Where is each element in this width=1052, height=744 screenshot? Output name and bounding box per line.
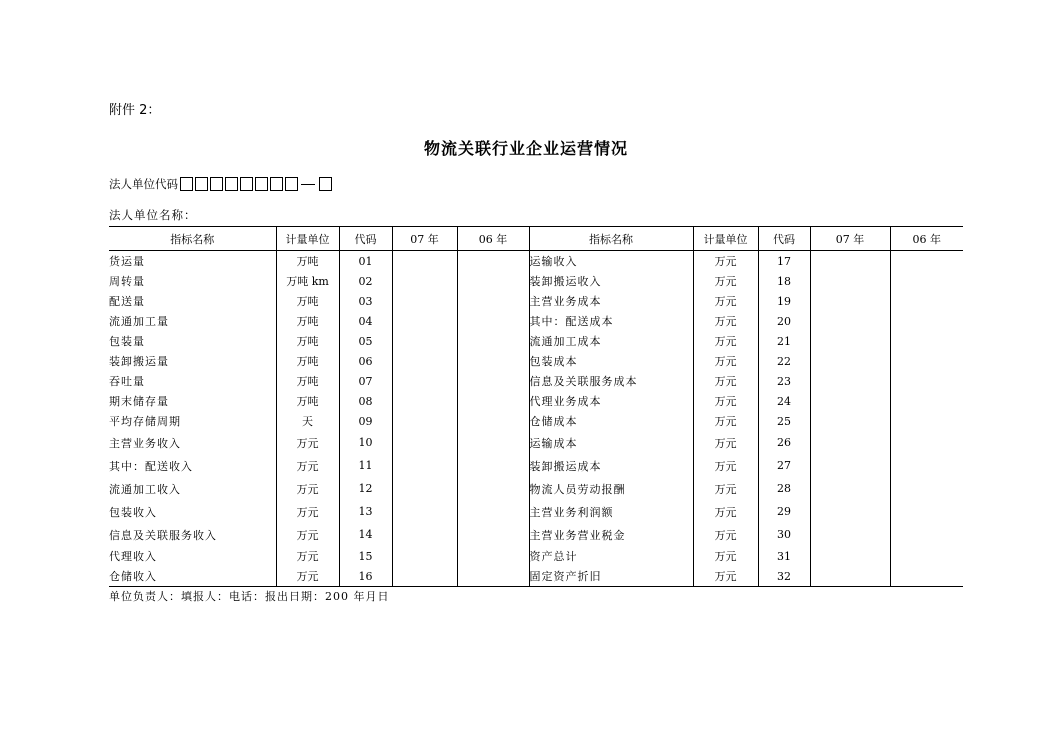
code-cell: 16 xyxy=(339,566,392,587)
indicator-name-cell: 配送量 xyxy=(109,295,145,308)
unit-cell: 万元 xyxy=(276,546,339,566)
col-header: 代码 xyxy=(758,227,810,251)
table-row xyxy=(109,566,963,587)
value-2007-cell[interactable] xyxy=(392,523,457,546)
indicator-name-cell: 流通加工量 xyxy=(109,315,169,328)
table-row xyxy=(109,371,963,391)
unit-cell: 万元 xyxy=(693,477,758,500)
col-header: 计量单位 xyxy=(693,227,758,251)
code-cell: 24 xyxy=(758,391,810,411)
value-2007-cell[interactable] xyxy=(392,454,457,477)
footer-signature-line: 单位负责人：填报人：电话：报出日期：200 年月日 xyxy=(109,590,390,603)
indicator-name-cell: 代理收入 xyxy=(109,550,157,563)
value-2007-cell[interactable] xyxy=(392,546,457,566)
unit-cell: 万元 xyxy=(276,523,339,546)
value-2007-cell[interactable] xyxy=(810,331,890,351)
indicator-name-cell: 主营业务营业税金 xyxy=(529,523,693,546)
unit-cell: 万元 xyxy=(276,431,339,454)
unit-cell: 万元 xyxy=(693,546,758,566)
code-cell: 28 xyxy=(758,477,810,500)
indicator-name-cell: 包装量 xyxy=(109,335,145,348)
code-cell: 06 xyxy=(339,351,392,371)
value-2007-cell[interactable] xyxy=(392,391,457,411)
value-2007-cell[interactable] xyxy=(392,311,457,331)
value-2006-cell[interactable] xyxy=(457,251,529,272)
unit-cell: 万元 xyxy=(693,431,758,454)
code-cell: 23 xyxy=(758,371,810,391)
indicator-name-cell: 固定资产折旧 xyxy=(529,566,693,587)
value-2006-cell[interactable] xyxy=(890,351,963,371)
indicator-name-cell: 物流人员劳动报酬 xyxy=(529,477,693,500)
value-2006-cell[interactable] xyxy=(890,391,963,411)
col-header: 07 年 xyxy=(392,227,457,251)
code-cell: 26 xyxy=(758,431,810,454)
value-2007-cell[interactable] xyxy=(392,251,457,272)
value-2007-cell[interactable] xyxy=(810,391,890,411)
code-cell: 20 xyxy=(758,311,810,331)
indicator-name-cell: 运输成本 xyxy=(529,431,693,454)
unit-cell: 万吨 xyxy=(276,291,339,311)
code-cell: 10 xyxy=(339,431,392,454)
unit-cell: 万吨 xyxy=(276,371,339,391)
code-cell: 31 xyxy=(758,546,810,566)
unit-cell: 万元 xyxy=(276,454,339,477)
indicator-table xyxy=(109,226,963,587)
indicator-name-cell: 代理业务成本 xyxy=(529,391,693,411)
value-2006-cell[interactable] xyxy=(890,311,963,331)
code-cell: 21 xyxy=(758,331,810,351)
code-check-box xyxy=(319,177,332,191)
value-2007-cell[interactable] xyxy=(810,311,890,331)
table-row xyxy=(109,271,963,291)
unit-cell: 万元 xyxy=(693,391,758,411)
value-2007-cell[interactable] xyxy=(810,546,890,566)
unit-cell: 万元 xyxy=(276,566,339,587)
value-2006-cell[interactable] xyxy=(457,291,529,311)
value-2007-cell[interactable] xyxy=(810,523,890,546)
table-row xyxy=(109,546,963,566)
indicator-name-cell: 包装收入 xyxy=(109,505,157,519)
code-cell: 15 xyxy=(339,546,392,566)
value-2006-cell[interactable] xyxy=(457,431,529,454)
value-2006-cell[interactable] xyxy=(457,477,529,500)
indicator-name-cell: 运输收入 xyxy=(529,251,693,272)
code-box xyxy=(285,177,298,191)
table-row xyxy=(109,251,963,272)
code-cell: 08 xyxy=(339,391,392,411)
unit-cell: 万元 xyxy=(693,271,758,291)
unit-cell: 万元 xyxy=(693,523,758,546)
value-2007-cell[interactable] xyxy=(810,454,890,477)
value-2006-cell[interactable] xyxy=(457,500,529,523)
unit-cell: 万吨 xyxy=(276,391,339,411)
code-cell: 29 xyxy=(758,500,810,523)
table-row xyxy=(109,331,963,351)
unit-cell: 万元 xyxy=(693,351,758,371)
code-cell: 22 xyxy=(758,351,810,371)
unit-cell: 万元 xyxy=(693,251,758,272)
value-2006-cell[interactable] xyxy=(890,271,963,291)
code-cell: 25 xyxy=(758,411,810,431)
value-2006-cell[interactable] xyxy=(457,271,529,291)
unit-cell: 万吨 xyxy=(276,311,339,331)
unit-cell: 万吨 xyxy=(276,331,339,351)
unit-cell: 万吨 km xyxy=(276,271,339,291)
col-header: 06 年 xyxy=(890,227,963,251)
table-row xyxy=(109,431,963,454)
unit-cell: 万元 xyxy=(693,371,758,391)
page-title: 物流关联行业企业运营情况 xyxy=(423,139,628,158)
col-header: 计量单位 xyxy=(276,227,339,251)
indicator-name-cell: 仓储收入 xyxy=(109,570,157,583)
indicator-name-cell: 资产总计 xyxy=(529,546,693,566)
value-2007-cell[interactable] xyxy=(810,431,890,454)
table-row xyxy=(109,454,963,477)
unit-cell: 万元 xyxy=(276,500,339,523)
indicator-name-cell: 周转量 xyxy=(109,275,145,288)
value-2007-cell[interactable] xyxy=(810,371,890,391)
code-box xyxy=(255,177,268,191)
code-cell: 01 xyxy=(339,251,392,272)
indicator-name-cell: 装卸搬运成本 xyxy=(529,454,693,477)
value-2007-cell[interactable] xyxy=(392,477,457,500)
value-2006-cell[interactable] xyxy=(890,291,963,311)
value-2006-cell[interactable] xyxy=(890,477,963,500)
value-2006-cell[interactable] xyxy=(890,546,963,566)
indicator-name-cell: 吞吐量 xyxy=(109,375,145,388)
value-2006-cell[interactable] xyxy=(890,523,963,546)
indicator-name-cell: 期末储存量 xyxy=(109,395,169,408)
value-2007-cell[interactable] xyxy=(810,477,890,500)
value-2007-cell[interactable] xyxy=(392,351,457,371)
value-2007-cell[interactable] xyxy=(810,566,890,587)
col-header: 指标名称 xyxy=(109,227,276,251)
col-header: 07 年 xyxy=(810,227,890,251)
unit-cell: 万元 xyxy=(693,411,758,431)
value-2006-cell[interactable] xyxy=(457,566,529,587)
code-cell: 12 xyxy=(339,477,392,500)
unit-cell: 万元 xyxy=(693,331,758,351)
unit-cell: 万吨 xyxy=(276,251,339,272)
code-box xyxy=(225,177,238,191)
table-row xyxy=(109,391,963,411)
value-2006-cell[interactable] xyxy=(890,251,963,272)
unit-cell: 万元 xyxy=(276,477,339,500)
code-cell: 03 xyxy=(339,291,392,311)
code-cell: 30 xyxy=(758,523,810,546)
code-box xyxy=(180,177,193,191)
value-2007-cell[interactable] xyxy=(810,411,890,431)
table-row xyxy=(109,411,963,431)
code-cell: 04 xyxy=(339,311,392,331)
unit-cell: 万元 xyxy=(693,311,758,331)
value-2007-cell[interactable] xyxy=(392,291,457,311)
indicator-name-cell: 装卸搬运收入 xyxy=(529,271,693,291)
col-header: 指标名称 xyxy=(529,227,693,251)
value-2006-cell[interactable] xyxy=(457,331,529,351)
indicator-name-cell: 信息及关联服务成本 xyxy=(529,371,693,391)
value-2006-cell[interactable] xyxy=(890,500,963,523)
code-box xyxy=(240,177,253,191)
indicator-name-cell: 主营业务利润额 xyxy=(529,500,693,523)
indicator-name-cell: 货运量 xyxy=(109,255,145,268)
code-cell: 13 xyxy=(339,500,392,523)
code-cell: 05 xyxy=(339,331,392,351)
code-box xyxy=(210,177,223,191)
value-2007-cell[interactable] xyxy=(392,500,457,523)
indicator-name-cell: 其中：配送成本 xyxy=(529,311,693,331)
value-2006-cell[interactable] xyxy=(890,454,963,477)
code-cell: 09 xyxy=(339,411,392,431)
indicator-name-cell: 流通加工收入 xyxy=(109,482,181,496)
indicator-name-cell: 主营业务收入 xyxy=(109,436,181,450)
value-2007-cell[interactable] xyxy=(810,271,890,291)
value-2006-cell[interactable] xyxy=(457,454,529,477)
code-box xyxy=(195,177,208,191)
value-2006-cell[interactable] xyxy=(457,311,529,331)
col-header: 06 年 xyxy=(457,227,529,251)
table-row xyxy=(109,523,963,546)
indicator-name-cell: 包装成本 xyxy=(529,351,693,371)
unit-cell: 万元 xyxy=(693,500,758,523)
value-2007-cell[interactable] xyxy=(810,251,890,272)
unit-cell: 万吨 xyxy=(276,351,339,371)
unit-cell: 天 xyxy=(276,411,339,431)
value-2007-cell[interactable] xyxy=(392,566,457,587)
code-cell: 17 xyxy=(758,251,810,272)
attachment-label: 附件 2： xyxy=(109,103,161,118)
org-code-line xyxy=(109,176,332,192)
code-cell: 32 xyxy=(758,566,810,587)
code-cell: 14 xyxy=(339,523,392,546)
code-cell: 19 xyxy=(758,291,810,311)
value-2006-cell[interactable] xyxy=(890,411,963,431)
value-2006-cell[interactable] xyxy=(457,523,529,546)
value-2006-cell[interactable] xyxy=(890,431,963,454)
unit-cell: 万元 xyxy=(693,291,758,311)
unit-cell: 万元 xyxy=(693,566,758,587)
value-2007-cell[interactable] xyxy=(392,331,457,351)
code-cell: 11 xyxy=(339,454,392,477)
code-dash xyxy=(301,184,315,185)
value-2006-cell[interactable] xyxy=(457,351,529,371)
indicator-name-cell: 主营业务成本 xyxy=(529,291,693,311)
value-2006-cell[interactable] xyxy=(457,546,529,566)
indicator-name-cell: 装卸搬运量 xyxy=(109,355,169,368)
indicator-name-cell: 仓储成本 xyxy=(529,411,693,431)
value-2007-cell[interactable] xyxy=(810,291,890,311)
unit-cell: 万元 xyxy=(693,454,758,477)
table-row xyxy=(109,291,963,311)
code-cell: 07 xyxy=(339,371,392,391)
org-code-label: 法人单位代码 xyxy=(109,177,178,191)
value-2007-cell[interactable] xyxy=(392,411,457,431)
indicator-name-cell: 信息及关联服务收入 xyxy=(109,528,217,542)
value-2007-cell[interactable] xyxy=(392,271,457,291)
value-2007-cell[interactable] xyxy=(810,351,890,371)
value-2006-cell[interactable] xyxy=(890,331,963,351)
value-2006-cell[interactable] xyxy=(457,391,529,411)
value-2007-cell[interactable] xyxy=(392,431,457,454)
table-header-row xyxy=(109,227,963,251)
value-2006-cell[interactable] xyxy=(457,371,529,391)
indicator-name-cell: 其中：配送收入 xyxy=(109,459,193,473)
code-cell: 02 xyxy=(339,271,392,291)
value-2006-cell[interactable] xyxy=(890,371,963,391)
value-2006-cell[interactable] xyxy=(457,411,529,431)
code-cell: 27 xyxy=(758,454,810,477)
table-row xyxy=(109,311,963,331)
value-2006-cell[interactable] xyxy=(890,566,963,587)
indicator-name-cell: 流通加工成本 xyxy=(529,331,693,351)
table-row xyxy=(109,500,963,523)
value-2007-cell[interactable] xyxy=(810,500,890,523)
org-name-label: 法人单位名称： xyxy=(109,208,197,222)
code-cell: 18 xyxy=(758,271,810,291)
indicator-name-cell: 平均存储周期 xyxy=(109,415,181,428)
col-header: 代码 xyxy=(339,227,392,251)
value-2007-cell[interactable] xyxy=(392,371,457,391)
table-row xyxy=(109,477,963,500)
table-row xyxy=(109,351,963,371)
code-box xyxy=(270,177,283,191)
